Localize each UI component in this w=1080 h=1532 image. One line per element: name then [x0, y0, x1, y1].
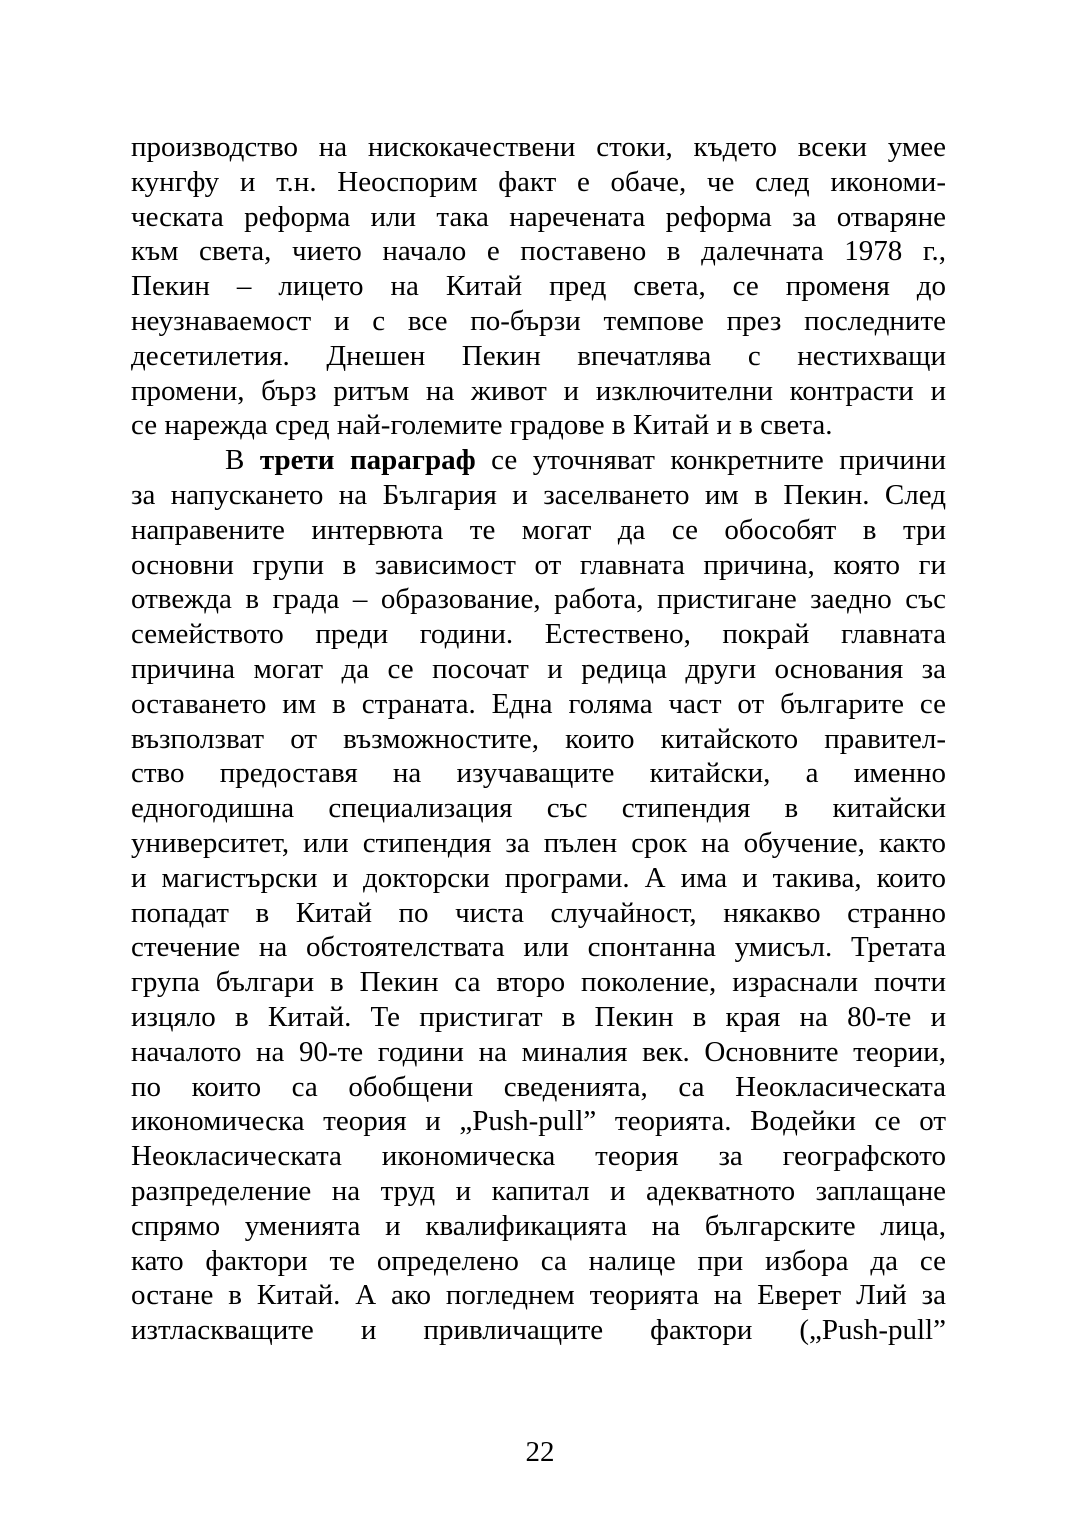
text-line: спрямо уменията и квалификацията на българските лица, [131, 1209, 946, 1242]
text-line: оставането им в страната. Една голяма част от българите се [131, 687, 946, 720]
text-line: остане в Китай. А ако погледнем теорията на Еверет Лий за [131, 1279, 946, 1312]
text-line: изтласкващите и привличащите фактори („Push-pull” [131, 1314, 946, 1347]
text-line: Неокласическата икономическа теория за географското [131, 1140, 946, 1173]
text-line: началото на 90-те години на миналия век. Основните теории, [131, 1035, 946, 1068]
text-line: семейството преди години. Естествено, покрай главната [131, 618, 946, 651]
text-line: кунгфу и т.н. Неоспорим факт е обаче, че след икономи- [131, 165, 946, 198]
text-line: университет, или стипендия за пълен срок на обучение, както [131, 826, 946, 859]
page-body [131, 130, 946, 1348]
text-line: за напускането на България и заселването им в Пекин. След [131, 478, 946, 511]
text-line: десетилетия. Днешен Пекин впечатлява с нестихващи [131, 339, 946, 372]
text-line: основни групи в зависимост от главната причина, която ги [131, 548, 946, 581]
paragraph-2 [131, 443, 946, 1348]
text-line: група българи в Пекин са второ поколение, израснали почти [131, 966, 946, 999]
text-line: икономическа теория и „Push-pull” теорията. Водейки се от [131, 1105, 946, 1138]
text-line: и магистърски и докторски програми. А има и такива, които [131, 861, 946, 894]
text-line: попадат в Китай по чиста случайност, някакво странно [131, 896, 946, 929]
text-line: разпределение на труд и капитал и адекватното заплащане [131, 1174, 946, 1207]
bold-term: трети параграф [259, 444, 476, 477]
text-line: възползват от възможностите, които китайското правител- [131, 722, 946, 755]
text-line: направените интервюта те могат да се обособят в три [131, 513, 946, 546]
text-line: промени, бърз ритъм на живот и изключителни контрасти и [131, 374, 946, 407]
text-run: В [225, 444, 260, 477]
text-line: се нарежда сред най-големите градове в Китай и в света. [131, 409, 833, 442]
text-line: причина могат да се посочат и редица други основания за [131, 652, 946, 685]
text-line: стечение на обстоятелствата или спонтанна умисъл. Третата [131, 931, 946, 964]
text-line: ческата реформа или така наречената реформа за отваряне [131, 200, 946, 233]
text-line: неузнаваемост и с все по-бързи темпове през последните [131, 304, 946, 337]
text-line: като фактори те определено са налице при избора да се [131, 1244, 946, 1277]
text-line: производство на нискокачествени стоки, където всеки умее [131, 131, 946, 163]
text-line: отвежда в града – образование, работа, пристигане заедно със [131, 583, 946, 616]
text-line: по които са обобщени сведенията, са Неокласическата [131, 1070, 946, 1103]
page-number: 22 [525, 1436, 555, 1468]
text-line: изцяло в Китай. Те пристигат в Пекин в края на 80-те и [131, 1000, 946, 1033]
text-run: се уточняват конкретните причини [475, 444, 946, 477]
text-line: Пекин – лицето на Китай пред света, се променя до [131, 270, 946, 303]
text-line: към света, чието начало е поставено в далечната 1978 г., [131, 235, 946, 268]
paragraph-1 [131, 130, 946, 443]
text-line: едногодишна специализация със стипендия в китайски [131, 792, 946, 825]
text-line: ство предоставя на изучаващите китайски, а именно [131, 757, 946, 790]
text-line-first [131, 443, 946, 478]
